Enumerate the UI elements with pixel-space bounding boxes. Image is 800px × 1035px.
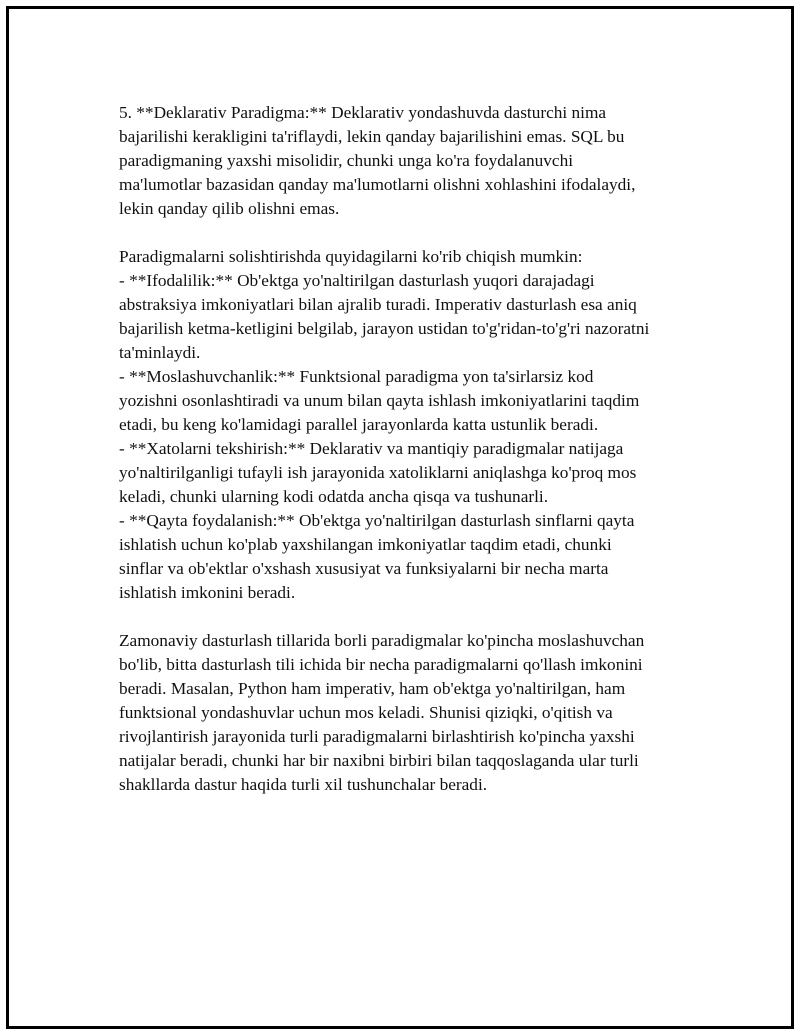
text-line: shakllarda dastur haqida turli xil tushunchalar beradi. (119, 775, 488, 794)
text-line: bajarilishi kerakligini ta'riflaydi, lekin qanday bajarilishini emas. SQL bu (119, 127, 625, 146)
text-line: ishlatish uchun ko'plab yaxshilangan imkoniyatlar taqdim etadi, chunki (119, 535, 612, 554)
text-line: yozishni osonlashtiradi va unum bilan qayta ishlash imkoniyatlarini taqdim (119, 391, 640, 410)
list-item-ifodalilik (119, 269, 709, 365)
list-item-xatolarni-tekshirish (119, 437, 709, 509)
text-line: - **Xatolarni tekshirish:** Deklarativ va mantiqiy paradigmalar natijaga (119, 439, 624, 458)
text-line: ma'lumotlar bazasidan qanday ma'lumotlarni olishni xohlashini ifodalaydi, (119, 175, 636, 194)
text-line: bo'lib, bitta dasturlash tili ichida bir necha paradigmalarni qo'llash imkonini (119, 655, 643, 674)
text-line: paradigmaning yaxshi misolidir, chunki unga ko'ra foydalanuvchi (119, 151, 574, 170)
text-line: ta'minlaydi. (119, 343, 201, 362)
paragraph-modern (119, 629, 709, 797)
comparison-section (119, 245, 709, 605)
text-line: funktsional yondashuvlar uchun mos keladi. Shunisi qiziqki, o'qitish va (119, 703, 613, 722)
paragraph-declarative (119, 101, 709, 221)
paragraph-spacer (119, 605, 709, 629)
text-line: bajarilish ketma-ketligini belgilab, jarayon ustidan to'g'ridan-to'g'ri nazoratni (119, 319, 650, 338)
text-line: abstraksiya imkoniyatlari bilan ajralib turadi. Imperativ dasturlash esa aniq (119, 295, 637, 314)
list-item-qayta-foydalanish (119, 509, 709, 605)
comparison-intro: Paradigmalarni solishtirishda quyidagilarni ko'rib chiqish mumkin: (119, 247, 583, 266)
text-line: sinflar va ob'ektlar o'xshash xususiyat va funksiyalarni bir necha marta (119, 559, 609, 578)
page-frame (6, 6, 794, 1029)
document-body (119, 101, 709, 797)
text-line: yo'naltirilganligi tufayli ish jarayonida xatoliklarni aniqlashga ko'proq mos (119, 463, 637, 482)
text-line: keladi, chunki ularning kodi odatda ancha qisqa va tushunarli. (119, 487, 549, 506)
text-line: Zamonaviy dasturlash tillarida borli paradigmalar ko'pincha moslashuvchan (119, 631, 645, 650)
text-line: rivojlantirish jarayonida turli paradigmalarni birlashtirish ko'pincha yaxshi (119, 727, 635, 746)
text-line: lekin qanday qilib olishni emas. (119, 199, 340, 218)
text-line: - **Moslashuvchanlik:** Funktsional paradigma yon ta'sirlarsiz kod (119, 367, 594, 386)
text-line: beradi. Masalan, Python ham imperativ, ham ob'ektga yo'naltirilgan, ham (119, 679, 626, 698)
text-line: - **Ifodalilik:** Ob'ektga yo'naltirilgan dasturlash yuqori darajadagi (119, 271, 595, 290)
list-item-moslashuvchanlik (119, 365, 709, 437)
text-line: 5. **Deklarativ Paradigma:** Deklarativ yondashuvda dasturchi nima (119, 103, 607, 122)
text-line: natijalar beradi, chunki har bir naxibni birbiri bilan taqqoslaganda ular turli (119, 751, 639, 770)
text-line: - **Qayta foydalanish:** Ob'ektga yo'naltirilgan dasturlash sinflarni qayta (119, 511, 635, 530)
text-line: ishlatish imkonini beradi. (119, 583, 296, 602)
paragraph-spacer (119, 221, 709, 245)
text-line: etadi, bu keng ko'lamidagi parallel jarayonlarda katta ustunlik beradi. (119, 415, 599, 434)
